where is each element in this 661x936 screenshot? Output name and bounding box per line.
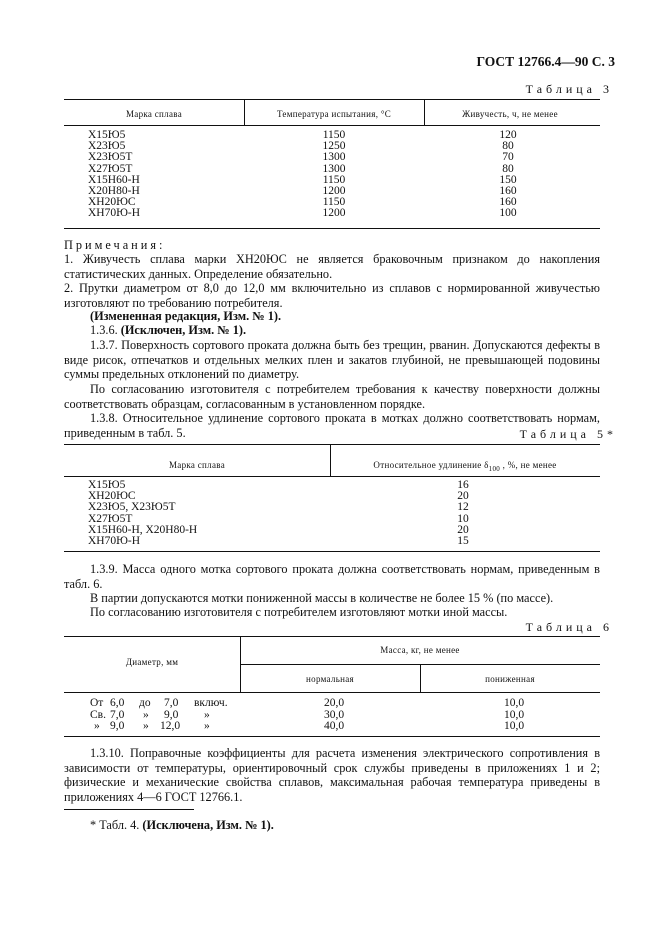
- s136-num: 1.3.6.: [90, 323, 121, 337]
- table5-elong: 16: [457, 479, 469, 491]
- table6-header-mass: Масса, кг, не менее: [380, 645, 460, 655]
- table5-header-elong: Относительное удлинение $\delta_{100}$ , %, не менее: [373, 460, 557, 473]
- table3-header-life: Живучесть, ч, не менее: [462, 109, 558, 119]
- section-1-3-8: 1.3.8. Относительное удлинение сортового проката в мотках должно соответствовать нормам, приведенным в табл. 5.: [64, 411, 600, 440]
- table3-life: 160: [499, 185, 517, 198]
- table5-elong: 10: [457, 512, 469, 525]
- table5-caption: Таблица 5*: [519, 427, 617, 441]
- table6-header-diam: Диаметр, мм: [125, 657, 179, 667]
- table6-body: [64, 698, 600, 733]
- s136-text: (Исключен, Изм. № 1).: [120, 323, 247, 337]
- table3-life: 120: [499, 129, 517, 141]
- table3-life: 80: [502, 140, 514, 153]
- table3-row: Х27Ю5Т: [88, 162, 133, 175]
- table3-temp: 1150: [322, 173, 346, 186]
- table5-elong: 15: [457, 535, 469, 548]
- table5-grade: Х23Ю5, Х23Ю5Т: [88, 501, 176, 514]
- batch-text: В партии допускаются мотки пониженной массы в количестве не более 15 % (по массе).: [90, 591, 554, 605]
- section-1-3-10: 1.3.10. Поправочные коэффициенты для расчета изменения электрического сопротивления в зависимости от температуры, ориентировочный срок службы приведены в приложениях 1 и 2; физические и механические свойства сплавов, максимальная рабочая температура приведены в приложениях 4—6 ГОСТ 12766.1.: [64, 746, 600, 804]
- table3-life: 100: [499, 207, 517, 220]
- table5-header-grade: Марка сплава: [168, 460, 225, 470]
- table6-header-normal: нормальная: [306, 674, 354, 684]
- notes-title: Примечания:: [64, 238, 166, 252]
- table5-elong: 12: [457, 501, 469, 514]
- table3-life: 80: [502, 162, 514, 175]
- footnote: * Табл. 4. (Исключена, Изм. № 1).: [90, 818, 274, 832]
- table3-temp: 1150: [322, 129, 346, 141]
- agreement-1: По согласованию изготовителя с потребителем требования к качеству поверхности должны соответствовать образцам, согласованным в установленном порядке.: [64, 382, 600, 411]
- section-1-3-9: 1.3.9. Масса одного мотка сортового проката должна соответствовать нормам, приведенным в табл. 6.: [64, 562, 600, 591]
- table3-temp: 1300: [322, 162, 346, 175]
- table6-header-reduced: пониженная: [485, 674, 535, 684]
- table3-life: 150: [499, 173, 517, 186]
- table6-row: Св. 7,0 » 9,0 » 30,0 10,0: [90, 708, 525, 721]
- table3-row: ХН70Ю-Н: [88, 207, 141, 220]
- table6-row: » 9,0 » 12,0 » 40,0 10,0: [94, 720, 525, 732]
- table5-elong: 20: [457, 490, 469, 503]
- table3-temp: 1200: [322, 207, 346, 220]
- table3-row: Х15Ю5: [88, 129, 126, 141]
- table3-header-grade: Марка сплава: [125, 109, 182, 119]
- table5-grade: ХН70Ю-Н: [88, 535, 141, 548]
- table3-row: Х15Н60-Н: [88, 173, 140, 186]
- table3-row: Х23Ю5: [88, 140, 126, 153]
- table5-grade: Х27Ю5Т: [88, 512, 133, 525]
- table3-life: 70: [502, 151, 514, 164]
- note-2: 2. Прутки диаметром от 8,0 до 12,0 мм включительно из сплавов с нормированной живучестью изготовляют по требованию потребителя.: [64, 281, 600, 310]
- table5-elong: 20: [457, 523, 469, 536]
- table6-row: От 6,0 до 7,0 включ. 20,0 10,0: [90, 697, 525, 709]
- table3-header-temp: Температура испытания, °С: [276, 109, 392, 119]
- table6-caption: Таблица 6: [525, 620, 613, 634]
- table3-temp: 1250: [322, 140, 346, 153]
- table3-caption: Таблица 3: [525, 82, 613, 96]
- edition-note-1: (Измененная редакция, Изм. № 1).: [90, 309, 282, 323]
- page-header: ГОСТ 12766.4—90 С. 3: [476, 54, 615, 69]
- table3-row: Х20Н80-Н: [88, 185, 140, 198]
- table3-row: ХН20ЮС: [88, 196, 136, 209]
- note-1: 1. Живучесть сплава марки ХН20ЮС не является браковочным признаком до накопления статистических данных. Определение обязательно.: [64, 252, 600, 281]
- table3-temp: 1300: [322, 151, 346, 164]
- agreement-2: По согласованию изготовителя с потребителем изготовляют мотки иной массы.: [90, 605, 508, 619]
- table3-row: Х23Ю5Т: [88, 151, 133, 164]
- section-1-3-7: 1.3.7. Поверхность сортового проката должна быть без трещин, рванин. Допускаются дефекты в виде рисок, отпечатков и отдельных мелких плен и закатов глубиной, не превышающей подовины суммы предельных отклонений по диаметру.: [64, 338, 600, 382]
- table3-temp: 1150: [322, 196, 346, 209]
- table5-grade: Х15Н60-Н, Х20Н80-Н: [88, 523, 198, 536]
- table3-temp: 1200: [322, 185, 346, 198]
- table3-life: 160: [499, 196, 517, 209]
- section-1-3-6: [64, 323, 600, 338]
- table5-grade: Х15Ю5: [88, 479, 126, 491]
- table5-grade: ХН20ЮС: [88, 490, 136, 503]
